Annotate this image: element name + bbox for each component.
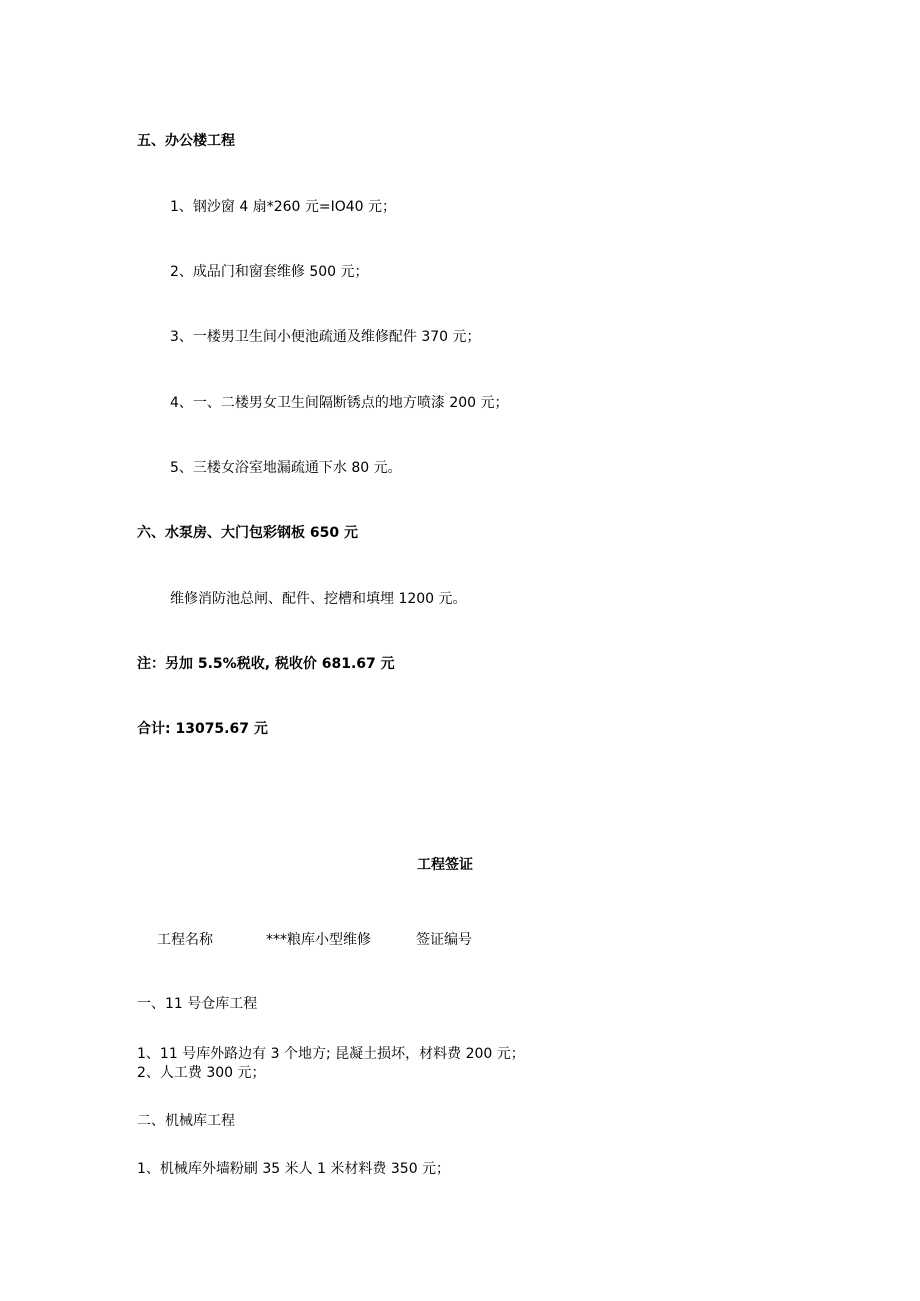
visa-number-label: 签证编号 [416, 932, 472, 948]
section-a-item-2: 2、人工费 300 元； [137, 1065, 266, 1081]
section-5-item-5: 5、三楼女浴室地漏疏通下水 80 元。 [170, 460, 402, 476]
section-6-detail: 维修消防池总闸、配件、挖槽和填埋 1200 元。 [170, 591, 467, 607]
section-b-heading: 二、机械库工程 [137, 1113, 235, 1129]
section-5-item-4: 4、一、二楼男女卫生间隔断锈点的地方喷漆 200 元； [170, 395, 509, 411]
section-5-heading: 五、办公楼工程 [137, 133, 235, 149]
section-5-item-1: 1、钢沙窗 4 扇*260 元=IO40 元； [170, 199, 397, 215]
section-a-item-1: 1、11 号库外路边有 3 个地方; 昆凝土损坏，材料费 200 元； [137, 1046, 525, 1062]
project-name-value: ***粮库小型维修 [266, 932, 371, 948]
section-5-item-3: 3、一楼男卫生间小便池疏通及维修配件 370 元； [170, 329, 481, 345]
section-6-heading: 六、水泵房、大门包彩钢板 650 元 [137, 525, 358, 541]
section-b-item-1: 1、机械库外墙粉刷 35 米人 1 米材料费 350 元； [137, 1161, 451, 1177]
section-a-heading: 一、11 号仓库工程 [137, 996, 258, 1012]
grand-total: 合计: 13075.67 元 [137, 721, 268, 737]
section-5-item-2: 2、成品门和窗套维修 500 元； [170, 264, 369, 280]
project-name-label: 工程名称 [157, 932, 213, 948]
visa-title: 工程签证 [417, 857, 473, 873]
tax-note: 注：另加 5.5%税收, 税收价 681.67 元 [137, 656, 395, 672]
